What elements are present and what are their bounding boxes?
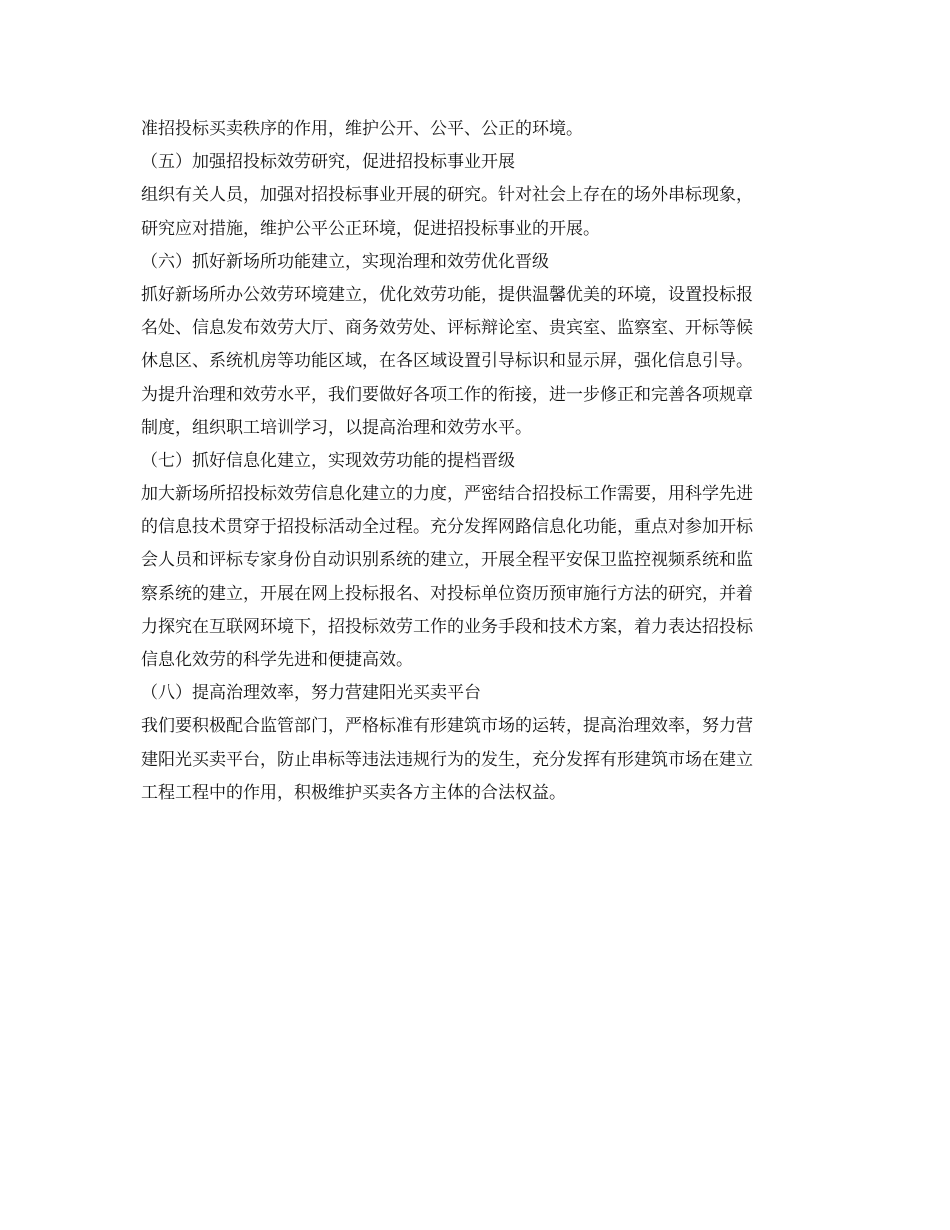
paragraph-line: 我们要积极配合监管部门，严格标准有形建筑市场的运转，提高治理效率，努力营 (141, 716, 753, 737)
paragraph-line: 建阳光买卖平台，防止串标等违法违规行为的发生，充分发挥有形建筑市场在建立 (141, 749, 753, 770)
section-heading-8: （八）提高治理效率，努力营建阳光买卖平台 (141, 683, 481, 704)
paragraph-line: 加大新场所招投标效劳信息化建立的力度，严密结合招投标工作需要，用科学先进 (141, 484, 753, 505)
paragraph-line: 察系统的建立，开展在网上投标报名、对投标单位资历预审施行方法的研究，并着 (141, 583, 753, 604)
paragraph-line: 为提升治理和效劳水平，我们要做好各项工作的衔接，进一步修正和完善各项规章 (141, 384, 753, 405)
section-heading-5: （五）加强招投标效劳研究，促进招投标事业开展 (141, 152, 515, 173)
paragraph-line: 名处、信息发布效劳大厅、商务效劳处、评标辩论室、贵宾室、监察室、开标等候 (141, 318, 753, 339)
document-body (141, 113, 821, 810)
paragraph-line: 休息区、系统机房等功能区域，在各区域设置引导标识和显示屏，强化信息引导。 (141, 351, 753, 372)
section-heading-6: （六）抓好新场所功能建立，实现治理和效劳优化晋级 (141, 251, 549, 272)
paragraph-line: 工程工程中的作用，积极维护买卖各方主体的合法权益。 (141, 782, 566, 803)
paragraph-line: 组织有关人员，加强对招投标事业开展的研究。针对社会上存在的场外串标现象， (141, 185, 753, 206)
paragraph-line: 的信息技术贯穿于招投标活动全过程。充分发挥网路信息化功能，重点对参加开标 (141, 517, 753, 538)
paragraph-line: 制度，组织职工培训学习，以提高治理和效劳水平。 (141, 417, 532, 438)
section-heading-7: （七）抓好信息化建立，实现效劳功能的提档晋级 (141, 450, 515, 471)
paragraph-line: 抓好新场所办公效劳环境建立，优化效劳功能，提供温馨优美的环境，设置投标报 (141, 284, 753, 305)
paragraph-line: 研究应对措施，维护公平公正环境，促进招投标事业的开展。 (141, 218, 600, 239)
intro-line: 准招投标买卖秩序的作用，维护公开、公平、公正的环境。 (141, 119, 583, 139)
paragraph-line: 信息化效劳的科学先进和便捷高效。 (141, 650, 413, 670)
paragraph-line: 力探究在互联网环境下，招投标效劳工作的业务手段和技术方案，着力表达招投标 (141, 616, 753, 637)
paragraph-line: 会人员和评标专家身份自动识别系统的建立，开展全程平安保卫监控视频系统和监 (141, 550, 753, 571)
